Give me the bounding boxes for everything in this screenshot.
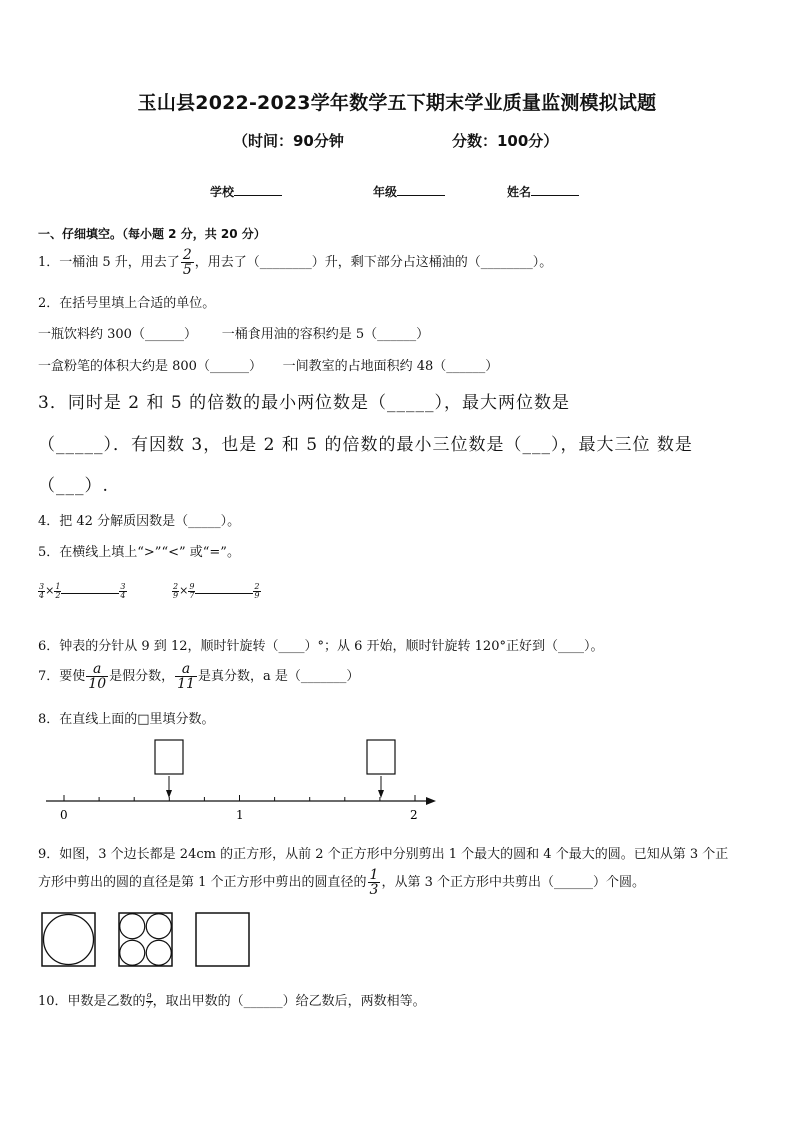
circle-small-2 xyxy=(146,914,171,939)
q5-answer-line-1[interactable] xyxy=(61,587,119,594)
q5-expression-2: $\frac{2}{9}$ × $\frac{9}{7}$ $\frac{2}{9}$ xyxy=(173,582,260,600)
q1-text-a: 1．一桶油 5 升，用去了 xyxy=(38,255,180,270)
question-6: 6．钟表的分针从 9 到 12，顺时针旋转（____）°；从 6 开始，顺时针旋转 120°正好到（____）。 xyxy=(38,639,604,654)
circle-small-1 xyxy=(120,914,145,939)
name-blank[interactable] xyxy=(531,183,579,196)
number-line-ticks xyxy=(64,795,415,801)
answer-box-2[interactable] xyxy=(367,740,395,774)
question-10: 10．甲数是乙数的 $\frac{9}{7}$ ，取出甲数的（______）给乙数后，两数相等。 xyxy=(38,992,426,1010)
squares-figure xyxy=(38,910,258,970)
label-0: 0 xyxy=(60,808,68,822)
question-3-line-3: （___）. xyxy=(38,476,109,496)
grade-blank[interactable] xyxy=(397,183,445,196)
question-2-title: 2．在括号里填上合适的单位。 xyxy=(38,296,216,311)
number-line-arrow xyxy=(426,797,436,805)
school-label: 学校 xyxy=(210,185,235,199)
question-1 xyxy=(38,248,552,277)
square-1 xyxy=(42,913,95,966)
q5-answer-line-2[interactable] xyxy=(195,587,253,594)
name-label: 姓名 xyxy=(507,185,532,199)
label-1: 1 xyxy=(236,808,244,822)
question-5: 5．在横线上填上“>”“<” 或“=”。 xyxy=(38,545,240,560)
question-7: 7．要使 $\frac{a}{10}$ 是假分数， $\frac{a}{11}$ 是真分数，a 是（_______） xyxy=(38,661,360,692)
square-3 xyxy=(196,913,249,966)
answer-box-1[interactable] xyxy=(155,740,183,774)
school-field[interactable] xyxy=(210,183,282,200)
question-2-line-1: 一瓶饮料约 300（______） 一桶食用油的容积约是 5（______） xyxy=(38,327,430,342)
question-9-line-1: 9．如图，3 个边长都是 24cm 的正方形，从前 2 个正方形中分别剪出 1 个最大的圆和 4 个最大的圆。已知从第 3 个正 xyxy=(38,847,729,862)
grade-field[interactable] xyxy=(373,183,445,200)
section-title: 一、仔细填空。（每小题 2 分，共 20 分） xyxy=(38,227,266,241)
q1-text-b: ，用去了（________）升，剩下部分占这桶油的（________）。 xyxy=(194,255,553,270)
arrow-head-2 xyxy=(378,790,384,798)
question-3-line-1: 3．同时是 2 和 5 的倍数的最小两位数是（_____），最大两位数是 xyxy=(38,393,571,413)
question-8: 8．在直线上面的□里填分数。 xyxy=(38,712,215,727)
circle-small-4 xyxy=(146,940,171,965)
name-field[interactable] xyxy=(507,183,579,200)
q5-expression-1: $\frac{3}{4}$ × $\frac{1}{2}$ $\frac{3}{4}$ xyxy=(39,582,126,600)
square-2 xyxy=(119,913,172,966)
q1-fraction: $\frac{2}{5}$ xyxy=(182,247,192,278)
label-2: 2 xyxy=(410,808,418,822)
circle-small-3 xyxy=(120,940,145,965)
grade-label: 年级 xyxy=(373,185,398,199)
question-2-line-2: 一盒粉笔的体积大约是 800（______） 一间教室的占地面积约 48（______） xyxy=(38,359,499,374)
exam-time: （时间：90分钟 xyxy=(233,132,344,150)
number-line-figure xyxy=(0,730,794,830)
question-9-line-2: 方形中剪出的圆的直径是第 1 个正方形中剪出的圆直径的 $\frac{1}{3}$ ，从第 3 个正方形中共剪出（______）个圆。 xyxy=(38,867,646,898)
question-3-line-2: （_____）．有因数 3，也是 2 和 5 的倍数的最小三位数是（___），最大三位 数是 xyxy=(38,435,693,455)
school-blank[interactable] xyxy=(234,183,282,196)
question-4: 4．把 42 分解质因数是（_____）。 xyxy=(38,514,241,529)
exam-score: 分数：100分） xyxy=(452,132,559,150)
circle-large xyxy=(44,915,94,965)
arrow-head-1 xyxy=(166,790,172,798)
page-title: 玉山县2022-2023学年数学五下期末学业质量监测模拟试题 xyxy=(137,92,657,114)
